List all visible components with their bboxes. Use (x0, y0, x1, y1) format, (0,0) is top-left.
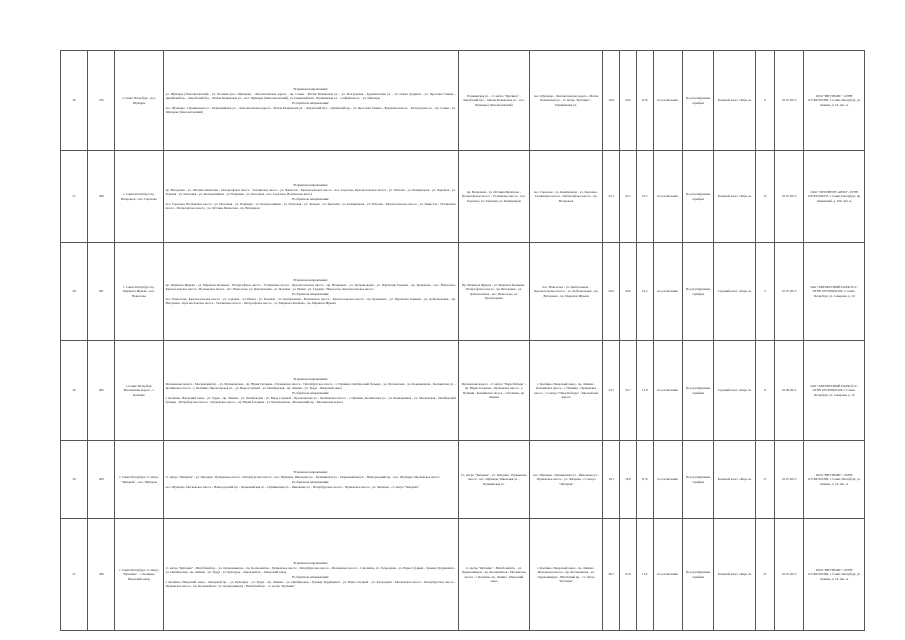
stops-forward: Московские ворота - ст. метро "Парк Победы" - пр. Юрия Гагарина - Пулковское шоссе - г. Пушкин - Колпинское шоссе - г. Колпино, пр. Ленина (458, 341, 529, 441)
stops-forward: пр. Ветеранов - ул. Лётчика Пилютова - Петергофское шоссе - Таллинское шоссе - пос. Горелово, ул. Заречная, ул. Коммунаров (458, 151, 529, 243)
carrier-info: ООО "ВИТТРАНС", ОГРН 1137847265380, г. Санкт-Петербург, ул. Ленина, д. 10, лит. А (804, 51, 865, 151)
length-forward: 28,7 (603, 519, 620, 631)
length-forward: 25,1 (603, 151, 620, 243)
route-path-cell (163, 51, 458, 151)
boarding-mode: по расписанию (653, 341, 682, 441)
vehicle-class: Средний класс «Евро-4» (714, 341, 756, 441)
start-date: 01.07.2015 (774, 441, 803, 519)
capacity-value: 10,3 (636, 151, 653, 243)
vehicle-class: Большой класс «Евро-4» (714, 441, 756, 519)
stops-forward: Ст. метро "Звёздная" - ул. Звёздная - Пулковское шоссе - пос. Шушары, Школьная ул. - Пушкинская ул. (458, 441, 529, 519)
capacity-value: 8,70 (636, 441, 653, 519)
tariff-type: По регулируемым тарифам (682, 341, 713, 441)
length-forward: 19,6 (603, 51, 620, 151)
vehicle-class: Большой класс «Евро-4» (714, 519, 756, 631)
backward-path: пос. Шушары, Московское шоссе - Новгородский пр. - Первомайская ул. - Пушкинская ул. - Школьная ул. - Петербургское шоссе - Пулковское шоссе - ул. Звёздная - ст. метро "Звёздная" (165, 484, 419, 489)
row-number: 31 (61, 519, 88, 631)
carrier-info: ООО "ВИТТРАНС", ОГРН 1137847265380, г. Санкт-Петербург, ул. Ленина, д. 10, лит. А (804, 519, 865, 631)
forward-path: ул. Шушары (Ленсоветовский) - ул. Полевая (пос. Шушары) - Ленсоветовская дорога - пр. Славы - Малая Балканская ул. - ул. Белградская - Будапештская ул. - ул. Олеко Дундича - ул. Ярослава Гашека - Дунайский пр. - Загребский бул. - Малая Балканская ул. - пос. Шушары (Ленсоветовский), ул. Первомайская - Пушкинская ул. - Софийская ул. - ул. Шушары (165, 92, 456, 101)
stops-backward: пос. Новоселье - ул. Центральная - Красносельское шоссе - ул. Добровольцев - пр. Ветеранов - пр. Маршала Жукова (530, 243, 603, 341)
backward-header: В обратном направлении: (292, 479, 330, 484)
length-backward: 26,9 (620, 243, 637, 341)
capacity-value: 10,2 (636, 243, 653, 341)
table-row (61, 51, 865, 151)
vehicle-class: Средний класс «Евро-4» (714, 243, 756, 341)
tariff-type: По регулируемым тарифам (682, 441, 713, 519)
length-backward: 18,9 (620, 441, 637, 519)
route-code: 286 (88, 519, 115, 631)
backward-header: В обратном направлении: (292, 574, 330, 579)
table-row (61, 151, 865, 243)
tariff-type: По регулируемым тарифам (682, 151, 713, 243)
length-backward: 27,8 (620, 519, 637, 631)
boarding-mode: по расписанию (653, 243, 682, 341)
table-row (61, 519, 865, 631)
boarding-mode: по расписанию (653, 441, 682, 519)
forward-header: В прямом направлении: (293, 183, 328, 188)
forward-header: В прямом направлении: (293, 561, 328, 566)
stops-forward: Пр. Маршала Жукова - ул. Маршала Казакова - Петергофское шоссе - пр. Ветеранов - ул. Добровольцев - пос. Новоселье, ул. Центральная (458, 243, 529, 341)
forward-path: пр. Маршала Жукова - ул. Маршала Казакова - Петергофское шоссе - Таллинское шоссе - Красносельское шоссе - пр. Ветеранов - ул. Добровольцев - ул. Партизана Германа - пр. Кузнецова - пос. Новоселье, Красносельское шоссе - Волхонское шоссе - пос. Новоселье, ул. Центральная - ул. Полевая - ул. Новая - ул. Садовая - Новоселье, Красносельское шоссе (165, 283, 456, 292)
stops-forward: Пушкинская ул. - ст. метро "Купчино" - Загребский бул. - Малая Балканская ул. - пос. Шушары (Ленсоветовский) (458, 51, 529, 151)
table-row (61, 243, 865, 341)
route-code: 281 (88, 243, 115, 341)
row-number: 28 (61, 243, 88, 341)
row-number: 26 (61, 51, 88, 151)
route-code: 276 (88, 51, 115, 151)
capacity-value: 11,0 (636, 519, 653, 631)
row-number: 27 (61, 151, 88, 243)
length-forward: 33,7 (603, 341, 620, 441)
backward-path: пос. Шушары - Пушкинская ул. - Первомайская ул. - Ленсоветовская дорога - Малая Балканская ул. - Загребский бул. - Дунайский пр. - ул. Ярослава Гашека - Будапештская ул. - Белградская ул. - пр. Славы - ул. Шушары (Ленсоветовский) (165, 105, 456, 114)
route-name: г. Санкт-Петербург, Московские ворота - г. Колпино (115, 341, 163, 441)
boarding-mode: по расписанию (653, 519, 682, 631)
forward-header: В прямом направлении: (293, 377, 328, 382)
stops-backward: пос. Горелово - ул. Коммунаров - ул. Заречная - Таллинское шоссе - Петергофское шоссе - пр. Ветеранов (530, 151, 603, 243)
length-forward: 18,1 (603, 441, 620, 519)
capacity-value: 9,76 (636, 51, 653, 151)
vehicle-count: 5 (756, 243, 775, 341)
stops-forward: ст. метро "Купчино" - Витебский пр. - ул. Орджоникидзе - пр. Космонавтов - Московское шоссе - г. Колпино, пр. Ленина - Ижорский завод (458, 519, 529, 631)
vehicle-count: 27 (756, 519, 775, 631)
carrier-info: ЗАО "АВТОБУСНЫЙ ПАРК № 6", ОГРН 1037818021560, г. Санкт-Петербург, ул. Северная, д. 10 (804, 341, 865, 441)
row-number: 30 (61, 441, 88, 519)
tariff-type: По регулируемым тарифам (682, 51, 713, 151)
start-date: 01.09.2012 (774, 341, 803, 441)
backward-path: пос. Новоселье, Красносельское шоссе - ул. Садовая - ул. Новая - ул. Полевая - ул. Центральная - Волхонское шоссе - Красносельское шоссе - пр. Кузнецова - ул. Партизана Германа - ул. Добровольцев - пр. Ветеранов - Красносельское шоссе - Таллинское шоссе - Петергофское шоссе - ул. Маршала Казакова - пр. Маршала Жукова (165, 296, 456, 305)
route-path-cell (163, 341, 458, 441)
route-code: 283 (88, 441, 115, 519)
start-date: 01.07.2015 (774, 51, 803, 151)
vehicle-count: 6 (756, 51, 775, 151)
carrier-info: ООО "ВИТТРАНС", ОГРН 1137847265380, г. Санкт-Петербург, ул. Ленина, д. 10, лит. А (804, 441, 865, 519)
carrier-info: ЗАО "АВТОБУСНЫЙ ПАРК № 6", ОГРН 1037818021560, г. Санкт-Петербург, ул. Северная, д. 10 (804, 243, 865, 341)
vehicle-count: 15 (756, 151, 775, 243)
backward-path: г. Колпино, Ижорский завод - ул. Труда - пр. Ленина - ул. Октябрьская - ул. Веры Слуцкой - Пролетарская ул. - Колпинское шоссе - г. Пушкин, Колпинская ул. - ул. Конюшенная - ул. Московская - Октябрьский бульвар - Петербургское шоссе - Пулковское шоссе - пр. Юрия Гагарина - ул. Кузнецовская - Московский пр. - Московские ворота (165, 395, 456, 404)
route-code: 282 (88, 341, 115, 441)
stops-backward: г. Колпино, Ижорский завод - пр. Ленина - Московское шоссе - пр. Космонавтов - ул. Орджоникидзе - Витебский пр. - ст. метро "Купчино" (530, 519, 603, 631)
stops-backward: пос. Шушары - Ленсоветовская дорога - Малая Балканская ул. - ст. метро "Купчино" - Пушкинская ул. (530, 51, 603, 151)
route-name: г. Санкт-Петербург, ст. метро "Купчино" - г. Колпино, Ижорский завод (115, 519, 163, 631)
backward-path: г. Колпино, Ижорский завод - Заводской пр. - ул. Культуры - ул. Труда - пр. Ленина - ул. Октябрьская - бульвар Трудящихся - ул. Веры Слуцкой - ул. Загородная - Московское шоссе - Петербургское шоссе - Пулковское шоссе - пр. Космонавтов - ул. Орджоникидзе - Витебский пр. - ст. метро "Купчино" (165, 579, 456, 588)
vehicle-class: Большой класс «Евро-4» (714, 51, 756, 151)
route-path-cell (163, 441, 458, 519)
forward-header: В прямом направлении: (293, 470, 328, 475)
vehicle-count: 17 (756, 441, 775, 519)
boarding-mode: по расписанию (653, 151, 682, 243)
length-backward: 33,7 (620, 341, 637, 441)
stops-backward: г. Колпино, Ижорский завод - пр. Ленина - Колпинское шоссе - г. Пушкин - Пулковское шоссе - ст. метро "Парк Победы" - Московские ворота (530, 341, 603, 441)
carrier-info: ООО "ПЕТЕРБУРГ-АВТО", ОГРН 1037843104570, г. Санкт-Петербург, пр. Ленинский, д. 160, лит. А (804, 151, 865, 243)
tariff-type: По регулируемым тарифам (682, 243, 713, 341)
boarding-mode: по расписанию (653, 51, 682, 151)
route-path-cell (163, 519, 458, 631)
forward-path: пр. Ветеранов - ул. Лётчика Пилютова - Петергофское шоссе - Таллинское шоссе - ул. Чекистов - Красносельское шоссе - пос. Горелово, Красносельское шоссе - ул. Рабочая - ул. Коммунаров - ул. Заречная - ул. Зеленая - ул. Почтовая - ул. Кооперативная - ул. Парковая - ул. Песочная - пос. Горелово, Волхонское шоссе (165, 188, 456, 197)
backward-header: В обратном направлении: (292, 196, 330, 201)
vehicle-count: 11 (756, 341, 775, 441)
route-code: 280 (88, 151, 115, 243)
route-path-cell (163, 243, 458, 341)
length-forward: 26,9 (603, 243, 620, 341)
forward-path: ст. метро "Купчино" - Витебский пр. - ул. Орджоникидзе - пр. Космонавтов - Пулковское шоссе - Петербургское шоссе - Московское шоссе - г. Колпино, ул. Загородная - ул. Веры Слуцкой - бульвар Трудящихся - ул. Октябрьская - пр. Ленина - ул. Труда - ул. Культуры - Заводской пр. - Ижорский завод (165, 566, 456, 575)
route-register-table (60, 50, 865, 631)
tariff-type: По регулируемым тарифам (682, 519, 713, 631)
table-row (61, 441, 865, 519)
route-name: г. Санкт-Петербург, пр. Ветеранов - пос. Горелово (115, 151, 163, 243)
row-number: 29 (61, 341, 88, 441)
start-date: 01.07.2015 (774, 519, 803, 631)
forward-header: В прямом направлении: (293, 87, 328, 92)
start-date: 01.07.2015 (774, 151, 803, 243)
route-name: г. Санкт-Петербург - пос. Шушары (115, 51, 163, 151)
forward-path: Московские ворота - Московский пр. - ул. Кузнецовская - пр. Юрия Гагарина - Пулковское шоссе - Петербургское шоссе - г. Пушкин, Октябрьский бульвар - ул. Московская - ул. Конюшенная - Колпинская ул. - Колпинское шоссе - г. Колпино, Пролетарская ул. - ул. Веры Слуцкой - ул. Октябрьская - пр. Ленина - ул. Труда - Ижорский завод (165, 382, 456, 391)
forward-header: В прямом направлении: (293, 278, 328, 283)
length-backward: 20,0 (620, 51, 637, 151)
stops-backward: пос. Шушары - Пушкинская ул. - Школьная ул. - Пулковское шоссе - ул. Звёздная - ст. метро "Звёздная" (530, 441, 603, 519)
vehicle-class: Большой класс «Евро-4» (714, 151, 756, 243)
route-name: г. Санкт-Петербург, ст. метро "Звёздная" - пос. Шушары (115, 441, 163, 519)
route-path-cell (163, 151, 458, 243)
start-date: 01.07.2015 (774, 243, 803, 341)
backward-header: В обратном направлении: (292, 390, 330, 395)
backward-path: пос. Горелово, Волхонское шоссе - ул. Песочная - ул. Парковая - ул. Кооперативная - ул. Почтовая - ул. Зеленая - ул. Заречная - ул. Коммунаров - ул. Рабочая - Красносельское шоссе - ул. Чекистов - Таллинское шоссе - Петергофское шоссе - ул. Лётчика Пилютова - пр. Ветеранов (165, 201, 456, 210)
backward-header: В обратном направлении: (292, 291, 330, 296)
capacity-value: 12,8 (636, 341, 653, 441)
length-backward: 25,1 (620, 151, 637, 243)
backward-header: В обратном направлении: (292, 100, 330, 105)
forward-path: ст. метро "Звёздная" - ул. Звёздная - Пулковское шоссе - Петербургское шоссе - пос. Шушары, Школьная ул. - Пушкинская ул. - Первомайская ул. - Новгородский пр. - пос. Шушары, Московское шоссе (165, 475, 440, 480)
route-name: г. Санкт-Петербург, пр. Маршала Жукова - пос. Новоселье (115, 243, 163, 341)
table-row (61, 341, 865, 441)
